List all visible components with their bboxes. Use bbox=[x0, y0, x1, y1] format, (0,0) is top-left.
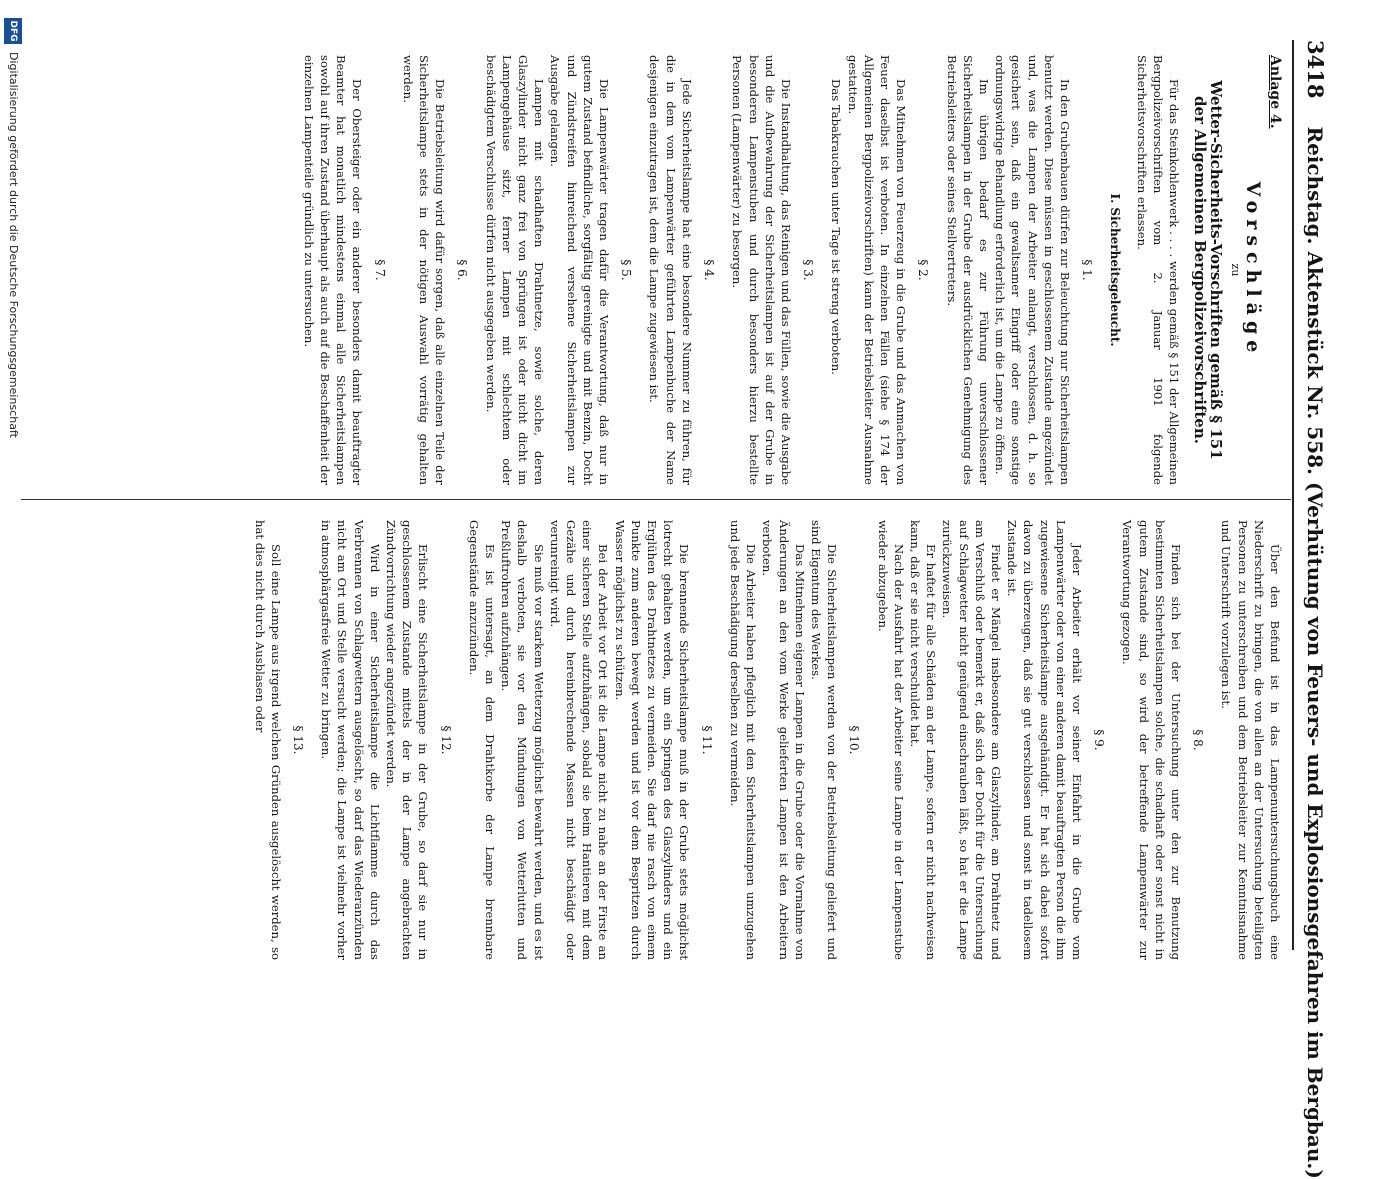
credit-text: Digitalisierung gefördert durch die Deutsche Forschungsgemeinschaft bbox=[7, 52, 20, 438]
body-paragraph: Die Instandhaltung, das Reinigen und das Füllen, sowie die Ausgabe und die Aufbewahrung der Sicherheitslampen ist auf der Grube in besonderen Lampenstuben und durch besonders hierzu bestellte Personen (Lampenwärter) zu besorgen. bbox=[730, 55, 793, 485]
paragraph-number: § 10. bbox=[847, 725, 862, 755]
body-paragraph: Soll eine Lampe aus irgend welchen Gründen ausgelöscht werden, so hat dies nicht durch Ausblasen oder bbox=[252, 520, 283, 960]
right-column bbox=[251, 520, 1283, 960]
body-paragraph: Es ist untersagt, an dem Drahtkorbe der Lampe brennbare Gegenstände anzuzünden. bbox=[466, 520, 498, 960]
paragraph-number: § 11. bbox=[699, 725, 714, 755]
intro-paragraph: Für das Steinkohlenwerk . . . . werden gemäß § 151 der Allgemeinen Bergpolizeivorschriften vom 2. Januar 1901 folgende Sicherheitsvorschriften erlassen. bbox=[1134, 55, 1181, 485]
body-paragraph: Bei der Arbeit vor Ort ist die Lampe nicht zu nahe an der Firste an einer sicheren Stelle aufzuhängen, sobald sie beim Hantieren mit dem Gezähe und durch hereinbrechende Massen nicht beschädigt oder verunreinigt wird. bbox=[547, 520, 611, 960]
paragraph-number: § 6. bbox=[455, 259, 470, 281]
paragraph-number: § 12. bbox=[438, 725, 453, 755]
body-paragraph: In den Grubenbauen dürfen zur Beleuchtung nur Sicherheitslampen benutzt werden. Diese müssen in geschlossenem Zustande angezündet und, was die Lampen der Arbeiter anlangt, verschlossen, d. h. so gesichert sein, daß ein gewaltsamer Eingriff oder eine sonstige ordnungswidrige Behandlung erforderlich ist, um die Lampe zu öffnen. bbox=[993, 55, 1072, 485]
paragraph-number: § 1. bbox=[1080, 259, 1095, 281]
paragraph-number: § 8. bbox=[1191, 729, 1206, 751]
paragraph-number: § 2. bbox=[916, 259, 931, 281]
body-paragraph: Das Mitnehmen von Feuerzeug in die Grube und das Anmachen von Feuer daselbst ist verboten. In einzelnen Fällen (siehe § 174 der Allgemeinen Bergpolizeivorschriften) kann der Betriebsleiter Ausnahme gestatten. bbox=[845, 55, 909, 485]
body-paragraph: Das Mitnehmen eigener Lampen in die Grube oder die Vornahme von Änderungen an den vom Werke gelieferten Lampen ist den Arbeitern verboten. bbox=[760, 520, 807, 960]
column-divider bbox=[21, 499, 1291, 500]
body-paragraph: Nach der Ausfahrt hat der Arbeiter seine Lampe in der Lampenstube wieder abzugeben. bbox=[875, 520, 906, 960]
body-paragraph: Er haftet für alle Schäden an der Lampe, sofern er nicht nachweisen kann, daß er sie nicht verschuldet hat. bbox=[907, 520, 939, 960]
body-paragraph: Im übrigen bedarf es zur Führung unverschlossener Sicherheitslampen in der Grube der ausdrücklichen Genehmigung des Betriebsleiters oder seines Stellvertreters. bbox=[944, 55, 991, 485]
body-paragraph: Die Sicherheitslampen werden von der Betriebsleitung geliefert und sind Eigentum des Werkes. bbox=[808, 520, 840, 960]
body-paragraph: Die Lampenwärter tragen dafür die Verantwortung, daß nur in gutem Zustand befindliche, sorgfältig gereinigte und mit Benzin, Docht und Zündstreifen hinreichend versehene Sicherheitslampen zur Ausgabe gelangen. bbox=[548, 55, 612, 485]
body-paragraph: Das Tabakrauchen unter Tage ist streng verboten. bbox=[829, 79, 844, 375]
appendix-label: Anlage 4. bbox=[1267, 55, 1283, 129]
subtitle-line-2: der Allgemeinen Bergpolizeivorschriften. bbox=[1191, 96, 1210, 444]
title-connector: zu bbox=[1228, 263, 1242, 277]
continued-paragraph: Über den Befund ist in das Lampenuntersuchungsbuch eine Niederschrift zu bringen, die von allen an der Untersuchung beteiligten Personen zu unterschreiben und dem Betriebsleiter zur Kenntnisnahme und Unterschrift vorzulegen ist. bbox=[1219, 520, 1282, 960]
paragraph-number: § 3. bbox=[801, 259, 816, 281]
digitization-credit bbox=[0, 0, 25, 1000]
body-paragraph: Findet er Mängel insbesondere am Glaszylinder, am Drahtnetz und am Verschluß oder bemerkt er, daß sich der Docht für die Untersuchung auf Schlagwetter nicht genügend einschrauben läßt, so hat er die Lampe zurückzuweisen. bbox=[940, 520, 1003, 960]
section-heading: I. Sicherheitsgeleucht. bbox=[1108, 193, 1123, 347]
body-paragraph: Jede Sicherheitslampe hat eine besondere Nummer zu führen, für die in dem vom Lampenwärter geführten Lampenbuche der Name desjenigen einzutragen ist, dem die Lampe zugewiesen ist. bbox=[647, 55, 694, 485]
body-paragraph: Die brennende Sicherheitslampe muß in der Grube stets möglichst lotrecht gehalten werden, um ein Springen des Glaszylinders und ein Erglühen des Drahtnetzes zu vermeiden. Sie darf nie rasch von einem Punkte zum anderen bewegt werden und ist vor dem Bespritzen durch Wasser möglichst zu schützen. bbox=[612, 520, 692, 960]
body-paragraph: Der Obersteiger oder ein anderer besonders damit beauftragter Beamter hat monatlich mindestens einmal alle Sicherheitslampen sowohl auf ihren Zustand überhaupt als auch auf die Beschaffenheit der einzelnen Lampenteile gründlich zu untersuchen. bbox=[301, 55, 365, 485]
body-paragraph: Lampen mit schadhaften Drahtnetze, sowie solche, deren Glaszylinder nicht ganz frei von Sprüngen ist oder nicht dicht im Lampengehäuse sitzt, ferner Lampen mit schlechtem oder beschädigtem Verschlusse dürfen nicht ausgegeben werden. bbox=[483, 55, 547, 485]
dfg-logo: DFG bbox=[4, 18, 22, 44]
running-header bbox=[1292, 40, 1328, 1179]
paragraph-number: § 5. bbox=[619, 259, 634, 281]
body-paragraph: Finden sich bei der Untersuchung unter den zur Benutzung bestimmten Sicherheitslampen solche, die schadhaft oder sonst nicht in gutem Zustande sind, so wird der betreffende Lampenwärter zur Verantwortung gezogen. bbox=[1120, 520, 1183, 960]
body-paragraph: Wird in einer Sicherheitslampe die Lichtflamme durch das Verbrennen von Schlagwettern ausgelöscht, so darf das Wiederanzünden nicht am Ort und Stelle versucht werden; die Lampe ist vielmehr vorher in atmosphärgasfreie Wetter zu bringen. bbox=[319, 520, 382, 960]
paragraph-number: § 13. bbox=[291, 725, 306, 755]
body-paragraph: Die Arbeiter haben pfleglich mit den Sicherheitslampen umzugehen und jede Beschädigung derselben zu vermeiden. bbox=[727, 520, 759, 960]
body-paragraph: Erlischt eine Sicherheitslampe in der Grube, so darf sie nur in geschlossenem Zustande mittels der in der Lampe angebrachten Zündvorrichtung wieder angezündet werden. bbox=[384, 520, 431, 960]
paragraph-number: § 7. bbox=[372, 259, 387, 281]
paragraph-number: § 4. bbox=[702, 259, 717, 281]
body-paragraph: Die Betriebsleitung wird dafür sorgen, daß alle einzelnen Teile der Sicherheitslampe stets in der nötigen Auswahl vorrätig gehalten werden. bbox=[400, 55, 448, 485]
subtitle-line-1: Wetter-Sicherheits-Vorschriften gemäß § 151 bbox=[1207, 80, 1226, 460]
running-title: Reichstag. Aktenstück Nr. 558. (Verhütung von Feuers- und Explosionsgefahren im Bergbau.) bbox=[1303, 126, 1327, 1179]
body-paragraph: Jeder Arbeiter erhält vor seiner Einfahrt in die Grube vom Lampenwärter oder von einer anderen damit beauftragten Person die ihm zugewiesene Sicherheitslampe ausgehändigt. Er hat sich dabei sofort davon zu überzeugen, daß sie gut verschlossen und sonst in tadellosem Zustande ist. bbox=[1005, 520, 1084, 960]
left-sections bbox=[301, 55, 1096, 485]
right-sections bbox=[251, 520, 1206, 960]
paragraph-number: § 9. bbox=[1092, 729, 1107, 751]
left-column bbox=[301, 55, 1283, 485]
body-paragraph: Sie muß vor starkem Wetterzug möglichst bewahrt werden, und es ist deshalb verboten, sie vor den Mündungen von Wetterlutten und Preßluftrohren aufzuhängen. bbox=[499, 520, 546, 960]
page-number: 3418 bbox=[1303, 40, 1328, 99]
document-title: Vorschläge bbox=[1241, 181, 1264, 359]
